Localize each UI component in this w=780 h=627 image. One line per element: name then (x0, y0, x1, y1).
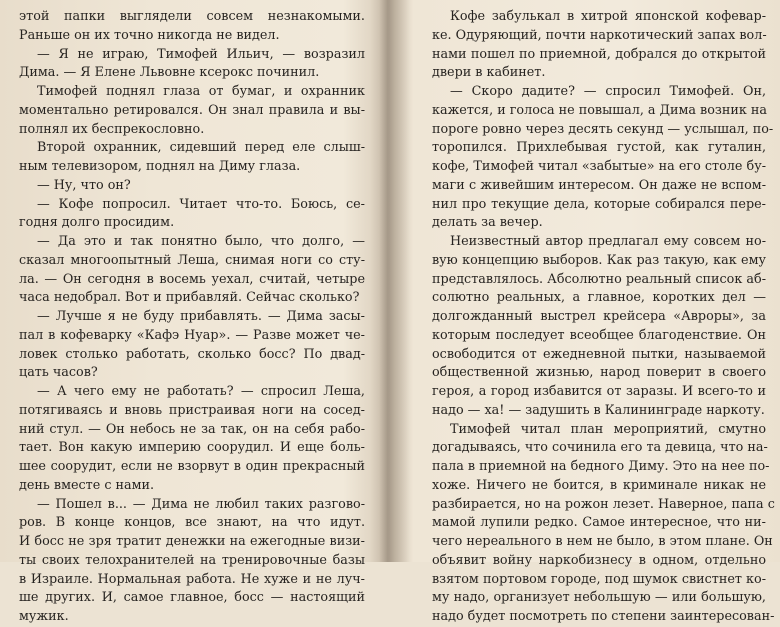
text-line: пала в приемной на бедного Диму. Это на нее по- (432, 459, 770, 474)
text-line: потягиваясь и вновь пристраивая ноги на сосед- (19, 402, 365, 418)
text-line: сказал многоопытный Леша, снимая ноги со сту- (19, 252, 365, 268)
text-line: Раньше он их точно никогда не видел. (19, 27, 280, 43)
text-line: полнял их беспрекословно. (19, 121, 205, 137)
text-line: — Пошел в... — Дима не любил таких разгово- (37, 496, 365, 512)
text-line: И босс не зря тратит денежки на ежегодные визи- (19, 534, 365, 549)
text-line: маги с живейшим интересом. Он даже не вспом- (432, 177, 766, 193)
text-line: тает. Вон какую империю соорудил. И еще боль- (19, 440, 365, 456)
text-line: в Израиле. Нормальная работа. Не хуже и не луч- (19, 571, 365, 587)
text-line: пал в кофеварку «Кафэ Нуар». — Разве может че- (19, 327, 365, 343)
text-line: ным телевизором, поднял на Диму глаза. (19, 159, 301, 174)
text-line: — А чего ему не работать? — спросил Леша, (37, 384, 365, 399)
text-line: разбирается, но на рожон лезет. Наверное, папа с (432, 496, 775, 512)
text-line: пороге ровно через десять секунд — услышал, по- (432, 121, 774, 137)
text-line: взятом портовом городе, под шумок свистнет ко- (432, 571, 766, 587)
text-line: часа недобрал. Вот и прибавляй. Сейчас сколько? (19, 290, 360, 306)
text-line: годня долго просидим. (19, 215, 175, 231)
text-line: — Я не играю, Тимофей Ильич, — возразил (37, 46, 365, 62)
text-line: ты своих телохранителей на тренировочные базы (19, 552, 365, 568)
text-line: двери в кабинет. (432, 65, 546, 81)
text-line: героя, а город избавится от заразы. И всего-то и (432, 384, 766, 399)
text-line: надо будет посмотреть по степени заинтересован- (432, 609, 775, 624)
text-line: ла. — Он сегодня в восемь уехал, считай, четыре (19, 271, 365, 287)
text-line: Неизвестный автор предлагал ему совсем но- (450, 234, 766, 249)
text-line: долгожданный выстрел крейсера «Авроры», за (432, 309, 766, 324)
text-line: Тимофей поднял глаза от бумаг, и охранник (37, 84, 365, 99)
text-line: этой папки выглядели совсем незнакомыми. (19, 9, 365, 24)
text-line: — Да это и так понятно было, что долго, — (37, 234, 365, 249)
text-line: кажется, и голоса не повышал, а Дима возник на (432, 102, 767, 118)
left-page (0, 8, 369, 624)
text-line: Кофе забулькал в хитрой японской кофевар- (450, 9, 766, 24)
text-line: Второй охранник, сидевший перед еле слыш- (37, 140, 365, 156)
text-line: общественной жизнью, народ поверит в своего (432, 365, 766, 381)
text-line: которым последует всеобщее благоденствие. Он (432, 327, 766, 343)
text-line: день вместе с нами. (19, 477, 155, 493)
right-page (412, 8, 780, 624)
text-line: — Ну, что он? (37, 177, 131, 193)
text-line: чего нереального в нем не было, в этом плане. Он (432, 534, 773, 549)
text-line: хоже. Ничего не боится, в криминале никак не (432, 477, 766, 493)
text-line: торопился. Прихлебывая густой, как гуталин, (432, 140, 766, 156)
text-line: ловек столько работать, сколько босс? По двад- (19, 346, 365, 362)
text-line: освободится от ежедневной пытки, называемой (432, 346, 766, 362)
text-line: — Лучше я не буду прибавлять. — Дима засы- (37, 309, 365, 324)
book-gutter (370, 0, 410, 562)
text-line: — Кофе попросил. Читает что-то. Боюсь, се- (37, 196, 365, 212)
text-line: объявит войну наркобизнесу в одном, отдельно (432, 552, 766, 568)
text-line: надо — ха! — задушить в Калининграде наркоту. (432, 402, 765, 418)
text-line: мамой лупили редко. Самое интересное, что ни- (432, 515, 766, 531)
text-line: солютно реальных, а главное, коротких дел — (432, 290, 766, 306)
text-line: мужик. (19, 609, 69, 624)
text-line: — Скоро дадите? — спросил Тимофей. Он, (450, 84, 766, 99)
text-line: ний стул. — Он небось не за так, он на себя рабо- (19, 421, 365, 437)
text-line: Тимофей читал план мероприятий, смутно (450, 421, 766, 437)
text-line: шее соорудит, если не взорвут в один прекрасный (19, 459, 365, 474)
text-line: му надо, организует небольшую — или большую, (432, 590, 766, 606)
text-line: кофе, Тимофей читал «забытые» на его столе бу- (432, 159, 766, 174)
text-line: делать за вечер. (432, 215, 543, 231)
text-line: нил про текущие дела, которые собирался пере- (432, 196, 766, 212)
text-line: ров. В конце концов, все знают, на что идут. (19, 515, 365, 531)
text-line: моментально ретировался. Он знал правила и вы- (19, 102, 365, 118)
text-line: ке. Одуряющий, почти наркотический запах вол- (432, 27, 767, 43)
text-line: представлялось. Абсолютно реальный список аб- (432, 271, 766, 287)
text-line: нами пошел по приемной, добрался до открытой (432, 46, 766, 62)
text-line: цать часов? (19, 365, 98, 381)
text-line: Дима. — Я Елене Львовне ксерокс починил. (19, 65, 320, 81)
text-line: вую концепцию выборов. Как раз такую, как ему (432, 252, 766, 268)
text-line: догадываясь, что сочинила его та девица, что на- (432, 440, 768, 456)
text-line: ше других. И, самое главное, босс — настоящий (19, 590, 365, 606)
